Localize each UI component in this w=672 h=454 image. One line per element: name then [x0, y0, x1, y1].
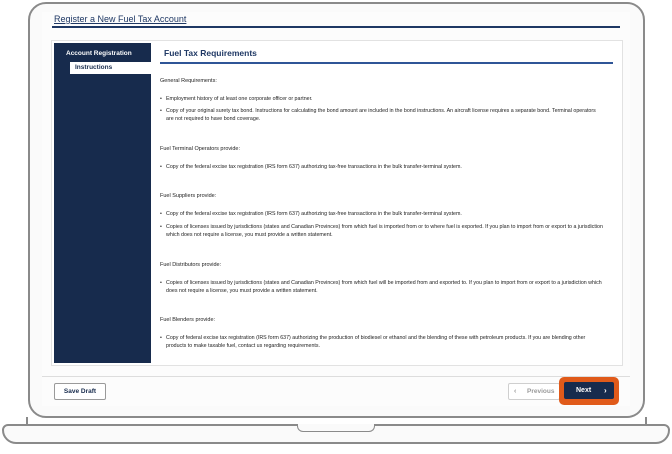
- page-title[interactable]: Register a New Fuel Tax Account: [54, 14, 187, 24]
- screen: [42, 12, 630, 406]
- group-title-blenders: Fuel Blenders provide:: [160, 317, 216, 323]
- previous-button[interactable]: [508, 383, 560, 400]
- section-divider: [160, 62, 613, 64]
- content-frame: [51, 40, 623, 366]
- chevron-right-icon: ›: [604, 386, 607, 395]
- group-title-general: General Requirements:: [160, 78, 217, 84]
- list-item: • Copy of your original surety tax bond. Instructions for calculating the bond amount are included in the bond instructions. An aircraft license requires a separate bond. Terminal operators are not required to have bond coverage.: [166, 108, 604, 123]
- next-button[interactable]: [564, 382, 614, 399]
- section-title: Fuel Tax Requirements: [164, 48, 257, 58]
- list-item: • Copies of licenses issued by jurisdictions (states and Canadian Provinces) from which fuel is imported from or to where fuel is exported. If you plan to import from or export to a jurisdiction which does not require a license, you must provide a written statement.: [166, 224, 604, 239]
- previous-label: Previous: [527, 388, 555, 395]
- chevron-left-icon: ‹: [514, 388, 517, 395]
- list-item: • Employment history of at least one corporate officer or partner.: [166, 96, 604, 104]
- list-item: • Copy of the federal excise tax registration (IRS form 637) authorizing tax-free transactions in the bulk transfer-terminal system.: [166, 164, 604, 172]
- list-item: • Copy of federal excise tax registration (IRS form 637) authorizing the production of biodiesel or ethanol and the blending of these with petroleum products. If you are blending other products to make taxable fuel, contact us regarding requirements.: [166, 335, 604, 350]
- laptop-base-notch: [297, 424, 375, 432]
- sidebar-item-label: Instructions: [75, 64, 113, 71]
- next-label: Next: [576, 387, 592, 394]
- sidebar-section-label: Account Registration: [66, 50, 132, 57]
- group-title-distributors: Fuel Distributors provide:: [160, 262, 222, 268]
- sidebar: [54, 43, 151, 363]
- save-draft-button[interactable]: Save Draft: [54, 383, 106, 400]
- list-item: • Copy of the federal excise tax registration (IRS form 637) authorizing tax-free transactions in the bulk transfer-terminal system.: [166, 211, 604, 219]
- main-content: [156, 43, 616, 361]
- sidebar-item-instructions[interactable]: [70, 62, 151, 74]
- group-title-suppliers: Fuel Suppliers provide:: [160, 193, 217, 199]
- list-item: • Copies of licenses issued by jurisdictions (states and Canadian Provinces) from which fuel will be imported from and exported to. If you plan to import from or export to a jurisdiction which does not require a license, you must provide a written statement.: [166, 280, 604, 295]
- group-title-terminal-operators: Fuel Terminal Operators provide:: [160, 146, 240, 152]
- title-divider: [52, 26, 620, 28]
